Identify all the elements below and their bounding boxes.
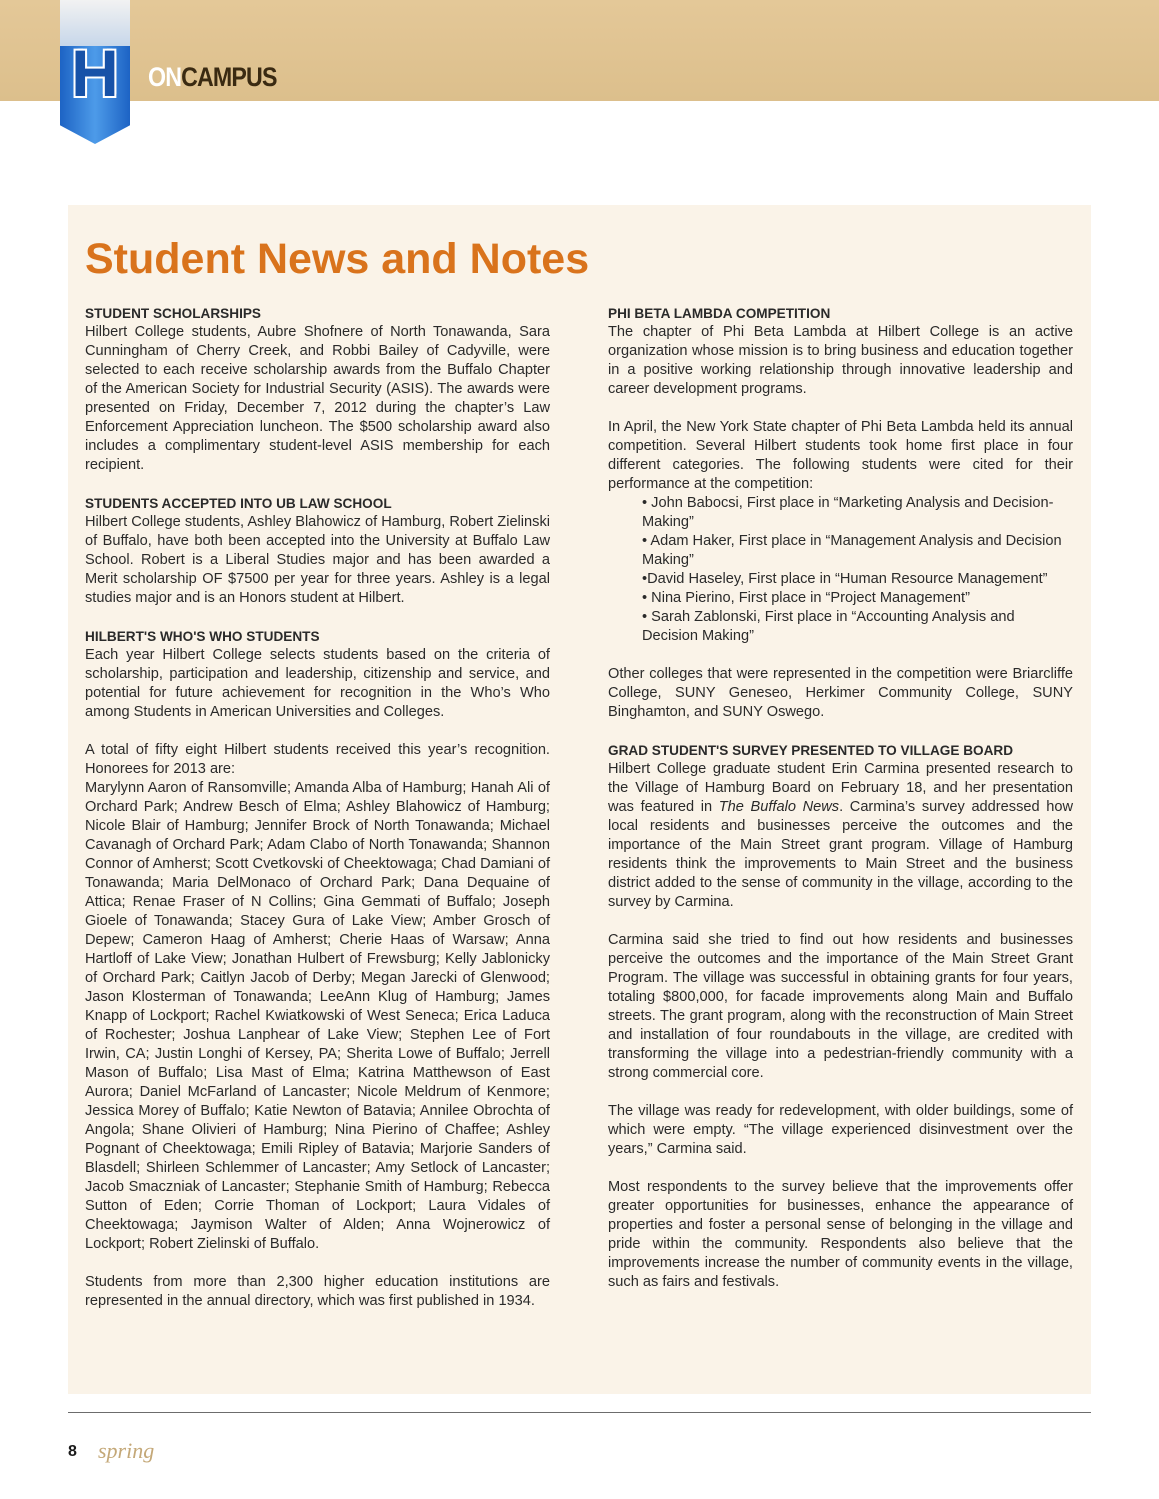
ub-law-text: Hilbert College students, Ashley Blahowicz of Hamburg, Robert Zielinski of Buffalo, have both been accepted into the University at Buffalo Law School. Robert is a Liberal Studies major and has been awarded a Merit scholarship OF $7500 per year for three years. Ashley is a legal studies major and is an Honors student at Hilbert.: [85, 514, 550, 606]
footer-rule: [68, 1412, 1091, 1413]
grad-survey-text: [608, 760, 1073, 912]
total-text: A total of fifty eight Hilbert students received this year’s recognition. Honorees for 2013 are:: [85, 742, 550, 777]
april-text: In April, the New York State chapter of Phi Beta Lambda held its annual competition. Several Hilbert students took home first place in four different categories. The following students were cited for their performance at the competition:: [608, 419, 1073, 492]
other-colleges-text: Other colleges that were represented in the competition were Briarcliffe College, SUNY Geneseo, Herkimer Community College, SUNY Binghamton, and SUNY Oswego.: [608, 666, 1073, 720]
winner-item: • Sarah Zablonski, First place in “Accounting Analysis and Decision Making”: [642, 609, 1015, 644]
carmina-text: Carmina said she tried to find out how residents and businesses perceive the outcomes and the importance of the Main Street Grant Program. The village was successful in obtaining grants for four years, totaling $800,000, for facade improvements along Main and Buffalo streets. The grant program, along with the reconstruction of Main Street and installation of four roundabouts in the village, are credited with transforming the village into a pedestrian-friendly community with a strong commercial core.: [608, 932, 1073, 1081]
scholarships-text: Hilbert College students, Aubre Shofnere of North Tonawanda, Sara Cunningham of Cherry Creek, and Robbi Bailey of Cadyville, were selected to each receive scholarship awards from the Buffalo Chapter of the American Society for Industrial Security (ASIS). The awards were presented on Friday, December 7, 2012 during the chapter’s Law Enforcement Appreciation luncheon. The $500 scholarship award also includes a complimentary student-level ASIS membership for each recipient.: [85, 324, 550, 473]
section-label-on: ON: [148, 62, 182, 92]
publication-name: The Buffalo News: [718, 799, 840, 815]
logo-letter: H: [71, 36, 119, 110]
issue-season: spring: [98, 1438, 155, 1463]
grad-text-after: . Carmina’s survey addressed how local residents and businesses perceive the outcomes and the importance of the Main Street grant program. Village of Hamburg residents think the improvements to Main Street and the business district added to the sense of community in the village, according to the survey by Carmina.: [608, 799, 1073, 910]
page-number: 8: [68, 1443, 77, 1460]
ub-law-heading: STUDENTS ACCEPTED INTO UB LAW SCHOOL: [85, 496, 392, 511]
pbl-heading: PHI BETA LAMBDA COMPETITION: [608, 306, 831, 321]
page-title: Student News and Notes: [85, 235, 590, 283]
village-text: The village was ready for redevelopment, with older buildings, some of which were empty. “The village experienced disinvestment over the years,” Carmina said.: [608, 1103, 1073, 1157]
winner-item: • John Babocsi, First place in “Marketing Analysis and Decision-Making”: [642, 495, 1054, 530]
directory-text: Students from more than 2,300 higher education institutions are represented in the annual directory, which was first published in 1934.: [85, 1274, 550, 1309]
left-column: [85, 304, 550, 1330]
whos-who-heading: HILBERT'S WHO'S WHO STUDENTS: [85, 629, 320, 644]
whos-who-text: Each year Hilbert College selects students based on the criteria of scholarship, participation and leadership, citizenship and service, and potential for future achievement for recognition in the Who’s Who among Students in American Universities and Colleges.: [85, 647, 550, 720]
grad-survey-heading: GRAD STUDENT'S SURVEY PRESENTED TO VILLAGE BOARD: [608, 743, 1014, 758]
pbl-text: The chapter of Phi Beta Lambda at Hilbert College is an active organization whose mission is to bring business and education together in a positive working relationship through innovative leadership and career development programs.: [608, 324, 1073, 397]
honorees-text: Marylynn Aaron of Ransomville; Amanda Alba of Hamburg; Hanah Ali of Orchard Park; Andrew Besch of Elma; Ashley Blahowicz of Hamburg; Nicole Blair of Hamburg; Jennifer Brock of North Tonawanda; Michael Cavanagh of Orchard Park; Adam Clabo of North Tonawanda; Shannon Connor of Amherst; Scott Cvetkovski of Cheektowaga; Chad Damiani of Tonawanda; Maria DelMonaco of Orchard Park; Dana Dequaine of Attica; Renae Fraser of N Collins; Gina Gemmati of Buffalo; Joseph Gioele of Tonawanda; Stacey Gura of Lake View; Amber Grosch of Depew; Cameron Haag of Amherst; Cherie Haas of Warsaw; Anna Hartloff of Lake View; Jonathan Hulbert of Frewsburg; Kelly Jablonicky of Orchard Park; Caitlyn Jacob of Derby; Megan Jarecki of Glenwood; Jason Klosterman of Tonawanda; LeeAnn Klug of Hamburg; James Knapp of Lockport; Rachel Kwiatkowski of West Seneca; Erica Laduca of Rochester; Joshua Lanphear of Lake View; Stephen Lee of Fort Irwin, CA; Justin Longhi of Kersey, PA; Sherita Lowe of Buffalo; Jerrell Mason of Buffalo; Lisa Mast of Elma; Katrina Matthewson of East Aurora; Daniel McFarland of Lancaster; Nicole Meldrum of Kenmore; Jessica Morey of Buffalo; Katie Newton of Batavia; Annilee Obrochta of Angola; Shane Olivieri of Hamburg; Nina Pierino of Chaffee; Ashley Pognant of Cheektowaga; Emili Ripley of Batavia; Marjorie Sanders of Blasdell; Shirleen Schlemmer of Lancaster; Amy Setlock of Lancaster; Jacob Smaczniak of Lancaster; Stephanie Smith of Hamburg; Rebecca Sutton of Eden; Corrie Thoman of Lockport; Laura Vidales of Cheektowaga; Jaymison Walter of Alden; Anna Wojnerowicz of Lockport; Robert Zielinski of Buffalo.: [85, 780, 550, 1252]
winner-item: • Adam Haker, First place in “Management Analysis and Decision Making”: [642, 533, 1062, 568]
section-label: [148, 62, 277, 92]
scholarships-heading: STUDENT SCHOLARSHIPS: [85, 306, 261, 321]
winner-item: • Nina Pierino, First place in “Project Management”: [642, 590, 970, 606]
grad-text-before: Hilbert College graduate student Erin Carmina presented research to the Village of Hamburg Board on February 18, and her presentation was featured in: [608, 761, 1073, 815]
winner-item: •David Haseley, First place in “Human Resource Management”: [642, 571, 1048, 587]
right-column: [608, 304, 1073, 1311]
winners-list: [642, 494, 1073, 646]
section-label-campus: CAMPUS: [181, 62, 277, 92]
respondents-text: Most respondents to the survey believe that the improvements offer greater opportunities for businesses, enhance the appearance of properties and foster a personal sense of belonging in the village and pride within the community. Respondents also believe that the improvements increase the number of community events in the village, such as fairs and festivals.: [608, 1179, 1073, 1290]
